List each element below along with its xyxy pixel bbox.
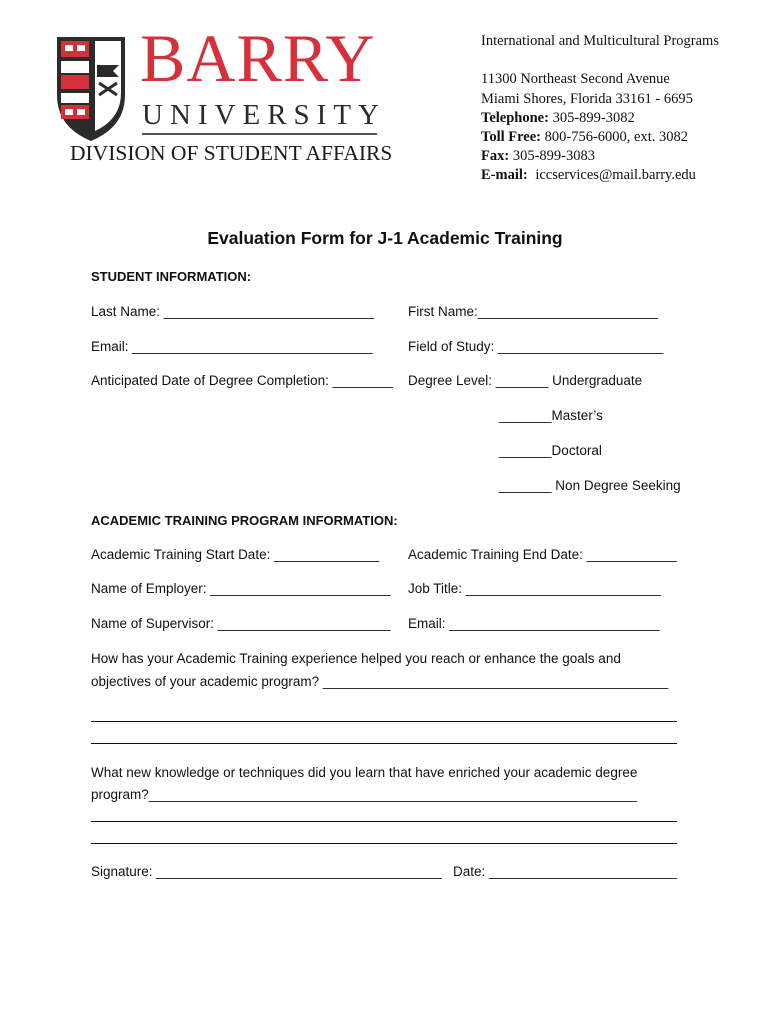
supervisor-field[interactable]: Name of Supervisor: _______________________	[91, 616, 391, 631]
address-line-2: Miami Shores, Florida 33161 - 6695	[481, 91, 693, 107]
signature-field[interactable]: Signature: ______________________________________	[91, 864, 442, 879]
question-2-answer-rule[interactable]	[91, 843, 677, 844]
question-1-answer-rule[interactable]	[91, 743, 677, 744]
address-line-1: 11300 Northeast Second Avenue	[481, 71, 670, 87]
degree-level-undergraduate[interactable]: Degree Level: _______ Undergraduate	[408, 373, 643, 388]
fax-row	[481, 147, 595, 165]
email-field[interactable]: Email: ________________________________	[91, 339, 373, 354]
form-title: Evaluation Form for J-1 Academic Training	[207, 228, 563, 248]
fax-value: 305-899-3083	[512, 148, 595, 164]
end-date-field[interactable]: Academic Training End Date: ____________	[408, 547, 677, 562]
division-name: DIVISION OF STUDENT AFFAIRS	[70, 141, 393, 165]
field-of-study-field[interactable]: Field of Study: ______________________	[408, 339, 664, 354]
anticipated-date-field[interactable]: Anticipated Date of Degree Completion: ________	[91, 373, 393, 388]
telephone-row	[481, 109, 635, 127]
degree-level-doctoral[interactable]: _______Doctoral	[499, 443, 602, 458]
tollfree-row	[481, 128, 688, 146]
degree-level-masters[interactable]: _______Master’s	[499, 408, 603, 423]
tollfree-value: 800-756-6000, ext. 3082	[544, 129, 689, 145]
office-name: International and Multicultural Programs	[481, 33, 719, 49]
employer-field[interactable]: Name of Employer: ________________________	[91, 581, 391, 596]
tollfree-label: Toll Free:	[481, 129, 542, 145]
question-1-text: How has your Academic Training experience helped you reach or enhance the goals and	[91, 651, 621, 666]
job-title-field[interactable]: Job Title: __________________________	[408, 581, 661, 596]
question-1-answer-line[interactable]: objectives of your academic program? ______________________________________________	[91, 674, 669, 689]
email-label: E-mail:	[481, 167, 528, 183]
question-1-answer-rule[interactable]	[91, 721, 677, 722]
student-section-heading: STUDENT INFORMATION:	[91, 269, 252, 284]
start-date-field[interactable]: Academic Training Start Date: ______________	[91, 547, 380, 562]
last-name-field[interactable]: Last Name: ____________________________	[91, 304, 375, 319]
email-row	[481, 166, 696, 184]
supervisor-email-field[interactable]: Email: ____________________________	[408, 616, 660, 631]
question-2-answer-line[interactable]: program?_________________________________________________________________	[91, 787, 637, 802]
question-2-answer-rule[interactable]	[91, 821, 677, 822]
date-field[interactable]: Date: _________________________	[453, 864, 677, 879]
fax-label: Fax:	[481, 148, 510, 164]
barry-shield-crest-icon	[55, 35, 127, 143]
degree-level-non-degree[interactable]: _______ Non Degree Seeking	[499, 478, 681, 493]
first-name-field[interactable]: First Name:________________________	[408, 304, 658, 319]
logo-university: UNIVERSITY	[142, 99, 386, 131]
telephone-value: 305-899-3082	[552, 110, 635, 126]
logo-rule	[142, 133, 377, 135]
email-value: iccservices@mail.barry.edu	[535, 167, 696, 183]
question-2-text: What new knowledge or techniques did you learn that have enriched your academic degree	[91, 765, 638, 780]
logo-wordmark: BARRY	[140, 20, 376, 96]
telephone-label: Telephone:	[481, 110, 549, 126]
program-section-heading: ACADEMIC TRAINING PROGRAM INFORMATION:	[91, 513, 398, 528]
